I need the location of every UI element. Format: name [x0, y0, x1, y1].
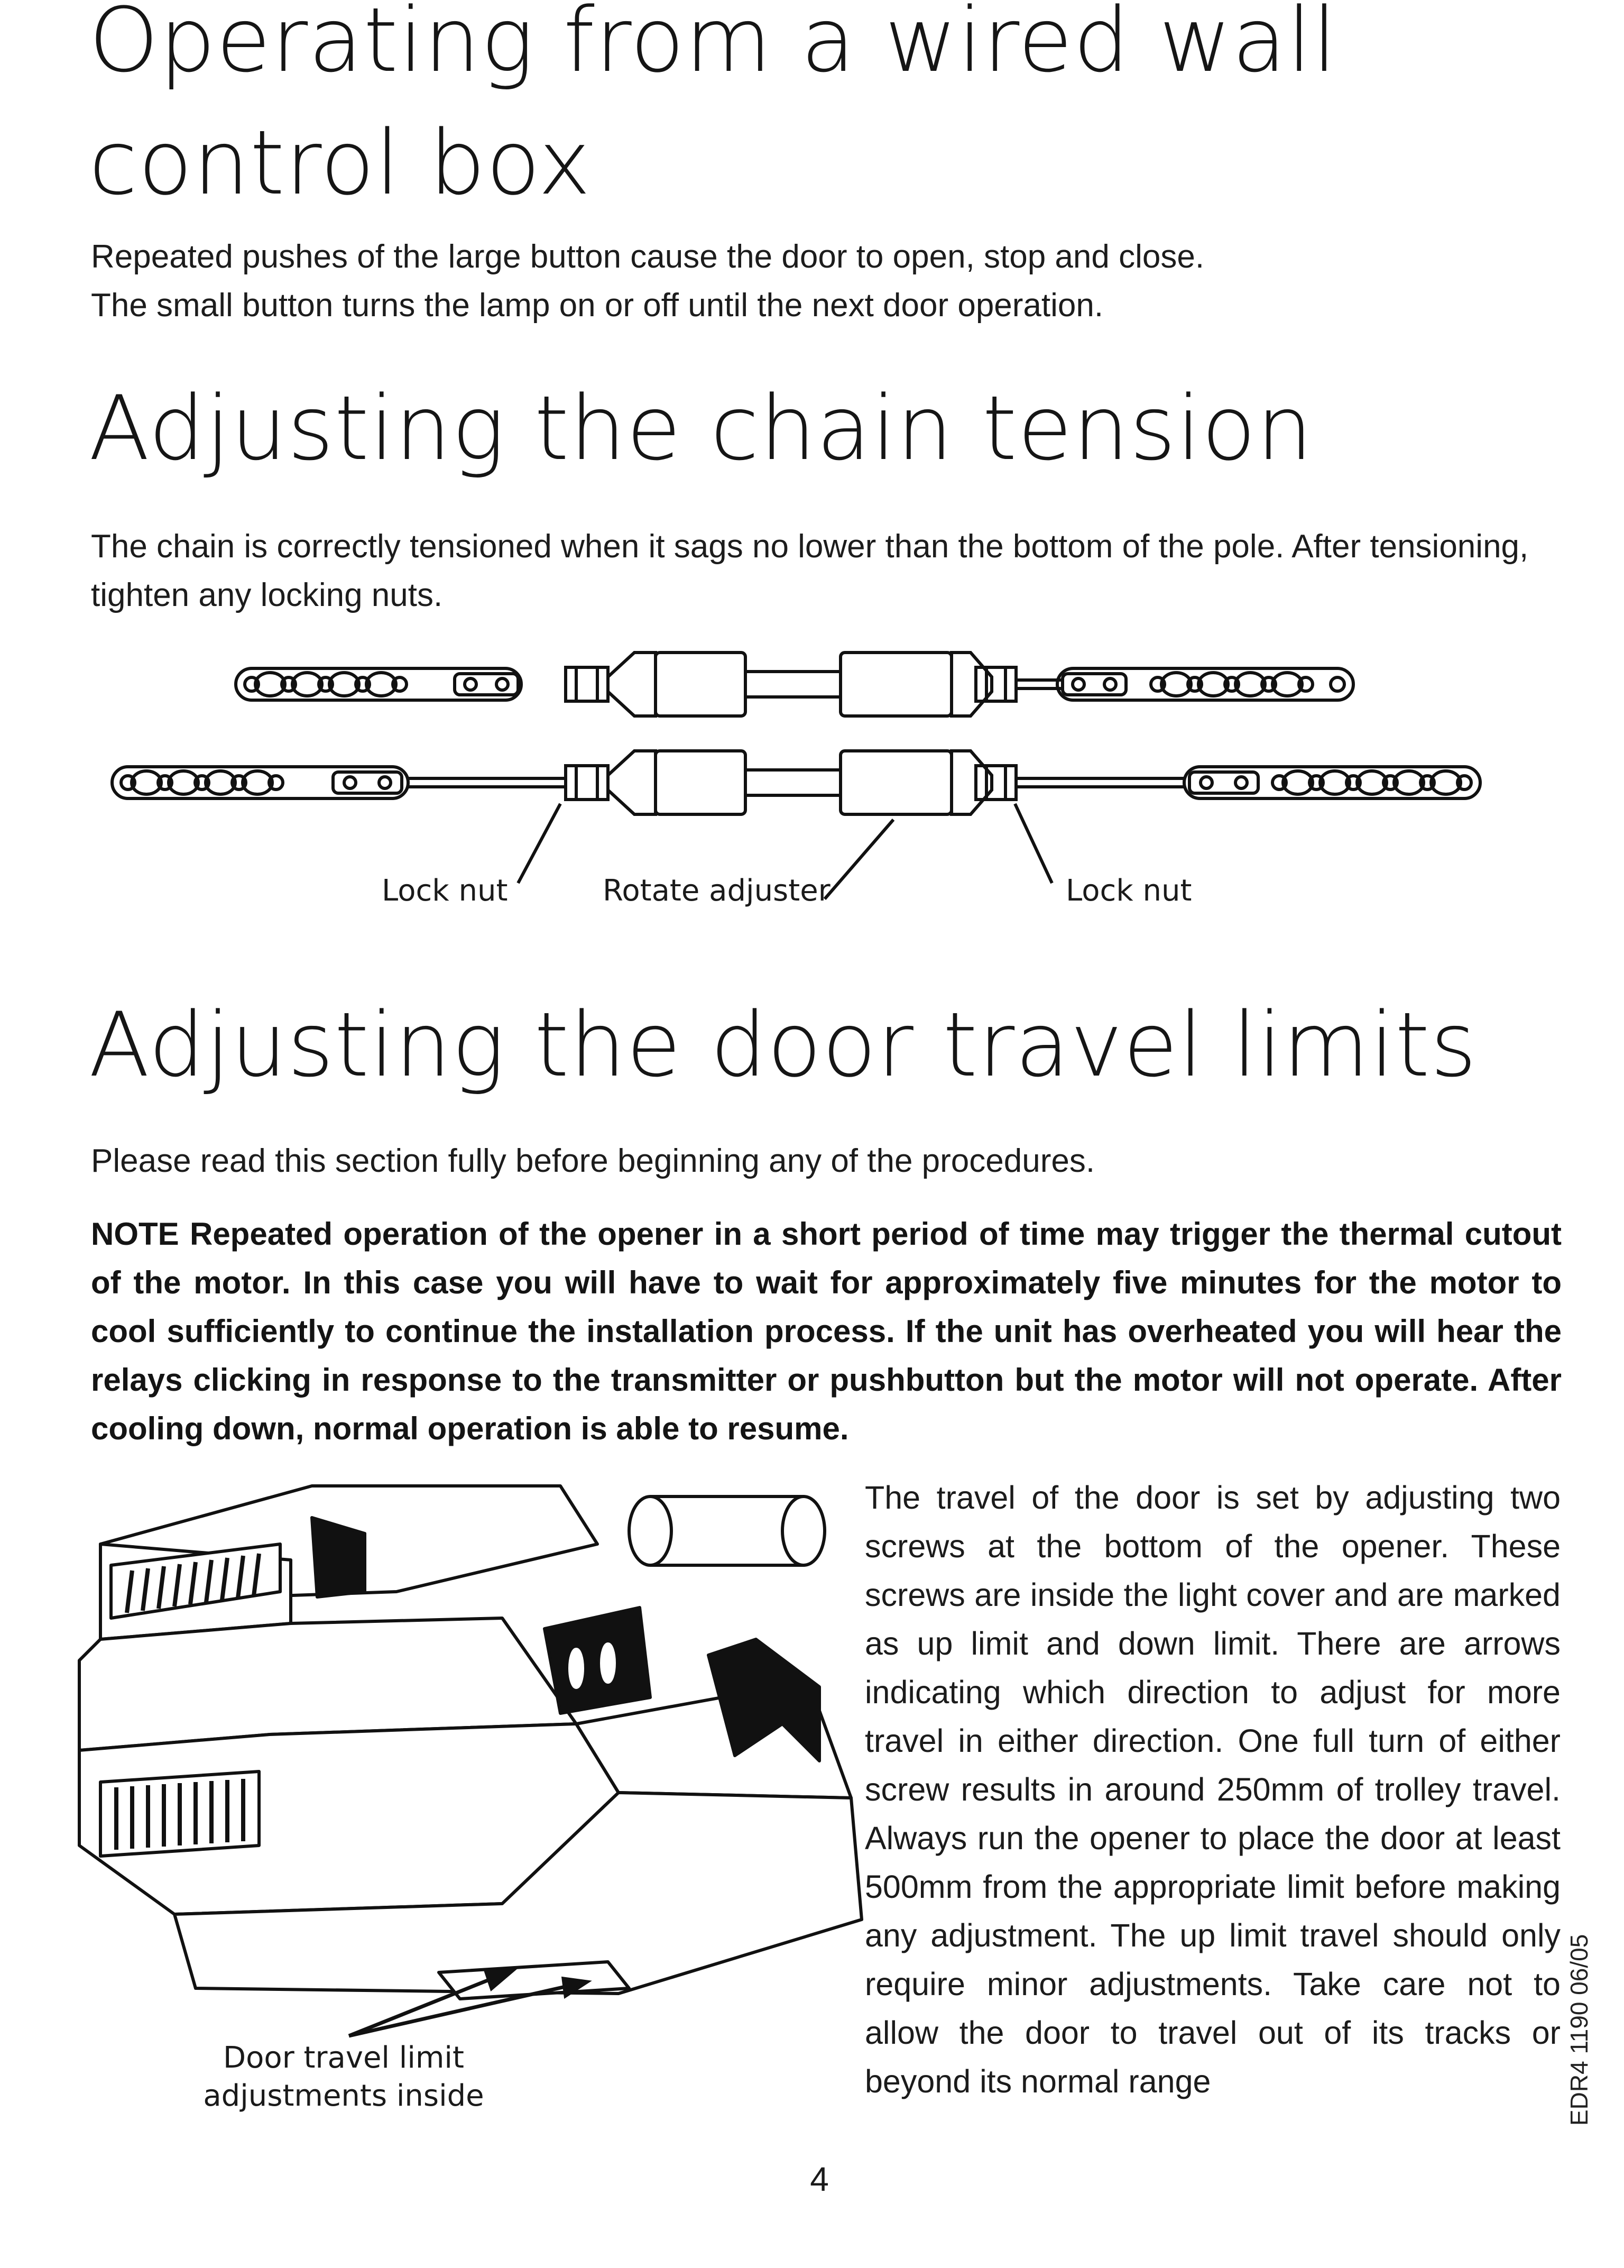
page-number: 4 — [810, 2160, 829, 2198]
chain-tension-line1: The chain is correctly tensioned when it sags no lower than the bottom of the pole. After tensioning, — [91, 528, 1529, 565]
label-lock-nut-right: Lock nut — [1066, 874, 1192, 908]
adjuster-bottom — [566, 751, 1184, 814]
chain-bottom-right — [1184, 767, 1480, 798]
opener-illustration — [69, 1465, 830, 2110]
leader-rotate-adjuster — [825, 820, 893, 899]
label-rotate-adjuster: Rotate adjuster — [603, 874, 831, 908]
heading-wall-control-line1: Operating from a wired wall — [89, 0, 1337, 92]
opener-caption — [201, 2039, 486, 2115]
wall-control-paragraph — [91, 233, 1571, 330]
adjuster-top — [566, 653, 1063, 716]
chain-tension-line2: tighten any locking nuts. — [91, 577, 443, 613]
leader-lock-nut-left — [518, 804, 560, 883]
opener-caption-line1: Door travel limit — [223, 2041, 464, 2075]
leader-lock-nut-right — [1015, 804, 1052, 883]
opener-caption-line2: adjustments inside — [203, 2079, 484, 2113]
heading-wall-control-line2: control box — [89, 111, 592, 215]
travel-limits-body: The travel of the door is set by adjusting two screws at the bottom of the opener. These screws are inside the light cover and are marked as up limit and down limit. There are arrows indicating which direction to adjust for more travel in either direction. One full turn of either screw results in around 250mm of trolley travel. Always run the opener to place the door at least 500mm from the appropriate limit before making any adjustment. The up limit travel should only require minor adjustments. Take care not to allow the door to travel out of its tracks or beyond its normal range — [865, 1480, 1561, 2099]
label-lock-nut-left: Lock nut — [382, 874, 508, 908]
travel-limits-intro: Please read this section fully before beginning any of the procedures. — [91, 1143, 1095, 1179]
chain-top-left — [236, 668, 521, 700]
chain-top-right — [1057, 668, 1353, 700]
heading-chain-tension: Adjusting the chain tension — [89, 377, 1314, 480]
heading-travel-limits: Adjusting the door travel limits — [89, 993, 1478, 1097]
chain-bottom-left — [112, 767, 566, 798]
chain-tension-paragraph — [91, 522, 1571, 620]
wall-control-line1: Repeated pushes of the large button cause the door to open, stop and close. — [91, 238, 1205, 275]
thermal-cutout-note: NOTE Repeated operation of the opener in a short period of time may trigger the thermal cutout of the motor. In this case you will have to wait for approximately five minutes for the motor to cool sufficiently to continue the installation process. If the unit has overheated you will hear the relays clicking in response to the transmitter or pushbutton but the motor will not operate. After cooling down, normal operation is able to resume. — [91, 1216, 1562, 1446]
wall-control-line2: The small button turns the lamp on or off until the next door operation. — [91, 287, 1104, 324]
doc-code: EDR4 1190 06/05 — [1565, 1934, 1593, 2126]
